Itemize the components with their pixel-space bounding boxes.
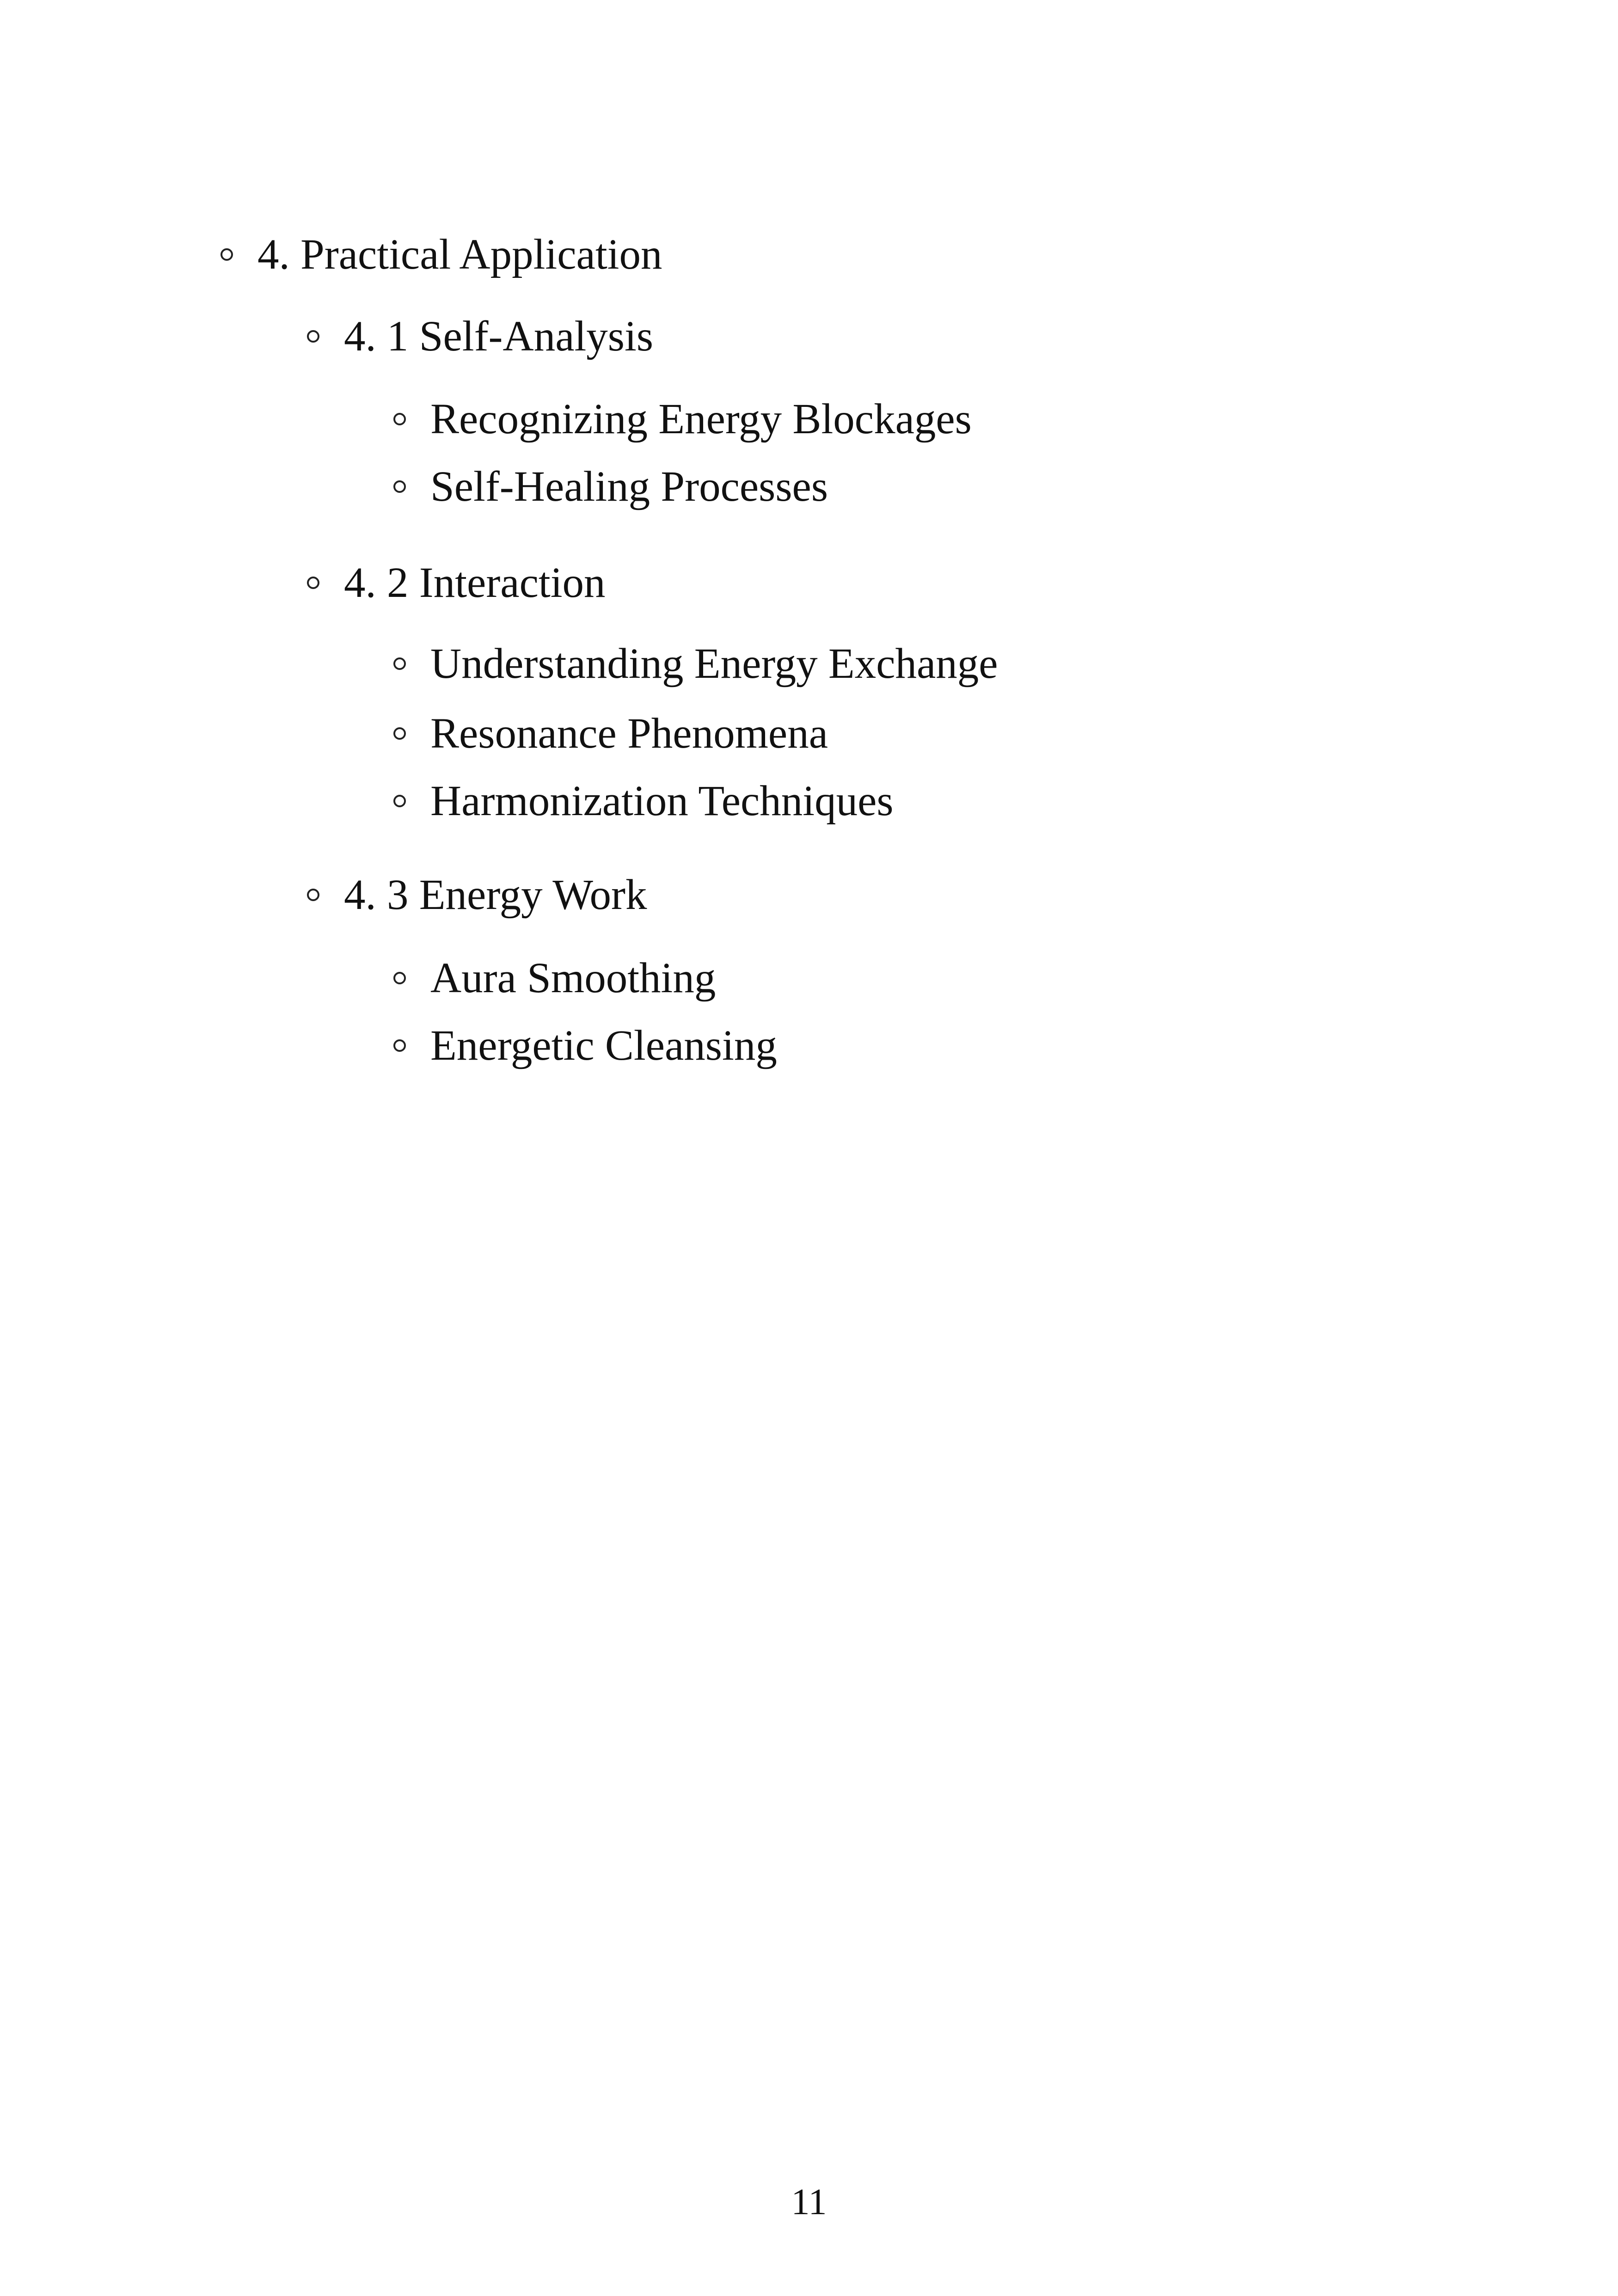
outline-item-recognizing-energy-blockages [393, 391, 972, 447]
outline-item-practical-application [221, 227, 662, 282]
hollow-circle-bullet-icon [393, 727, 406, 740]
hollow-circle-bullet-icon [307, 577, 319, 589]
outline-item-label: Harmonization Techniques [430, 777, 894, 825]
outline-item-self-healing-processes [393, 459, 828, 514]
outline-item-label: Energetic Cleansing [430, 1021, 777, 1069]
outline-item-label: Resonance Phenomena [430, 709, 828, 757]
outline-item-label: Aura Smoothing [430, 954, 716, 1002]
hollow-circle-bullet-icon [307, 330, 319, 343]
hollow-circle-bullet-icon [393, 795, 406, 807]
outline-item-interaction [307, 555, 606, 610]
hollow-circle-bullet-icon [393, 1039, 406, 1052]
outline-item-harmonization-techniques [393, 773, 894, 829]
hollow-circle-bullet-icon [393, 657, 406, 670]
hollow-circle-bullet-icon [221, 248, 233, 261]
outline-item-energetic-cleansing [393, 1018, 777, 1073]
hollow-circle-bullet-icon [307, 889, 319, 901]
hollow-circle-bullet-icon [393, 972, 406, 984]
outline-item-label: Understanding Energy Exchange [430, 639, 998, 688]
hollow-circle-bullet-icon [393, 413, 406, 425]
outline-item-energy-work [307, 867, 647, 922]
outline-item-label: Self-Healing Processes [430, 462, 828, 510]
outline-item-label: 4. 2 Interaction [344, 559, 606, 607]
outline-item-self-analysis [307, 308, 653, 364]
hollow-circle-bullet-icon [393, 480, 406, 493]
outline-item-label: 4. 1 Self-Analysis [344, 312, 654, 360]
outline-item-resonance-phenomena [393, 706, 828, 761]
outline-item-label: 4. Practical Application [257, 230, 662, 278]
page-number: 11 [791, 2182, 827, 2222]
outline-item-aura-smoothing [393, 950, 716, 1006]
outline-item-understanding-energy-exchange [393, 636, 998, 691]
outline-item-label: Recognizing Energy Blockages [430, 395, 972, 443]
outline-item-label: 4. 3 Energy Work [344, 871, 647, 919]
